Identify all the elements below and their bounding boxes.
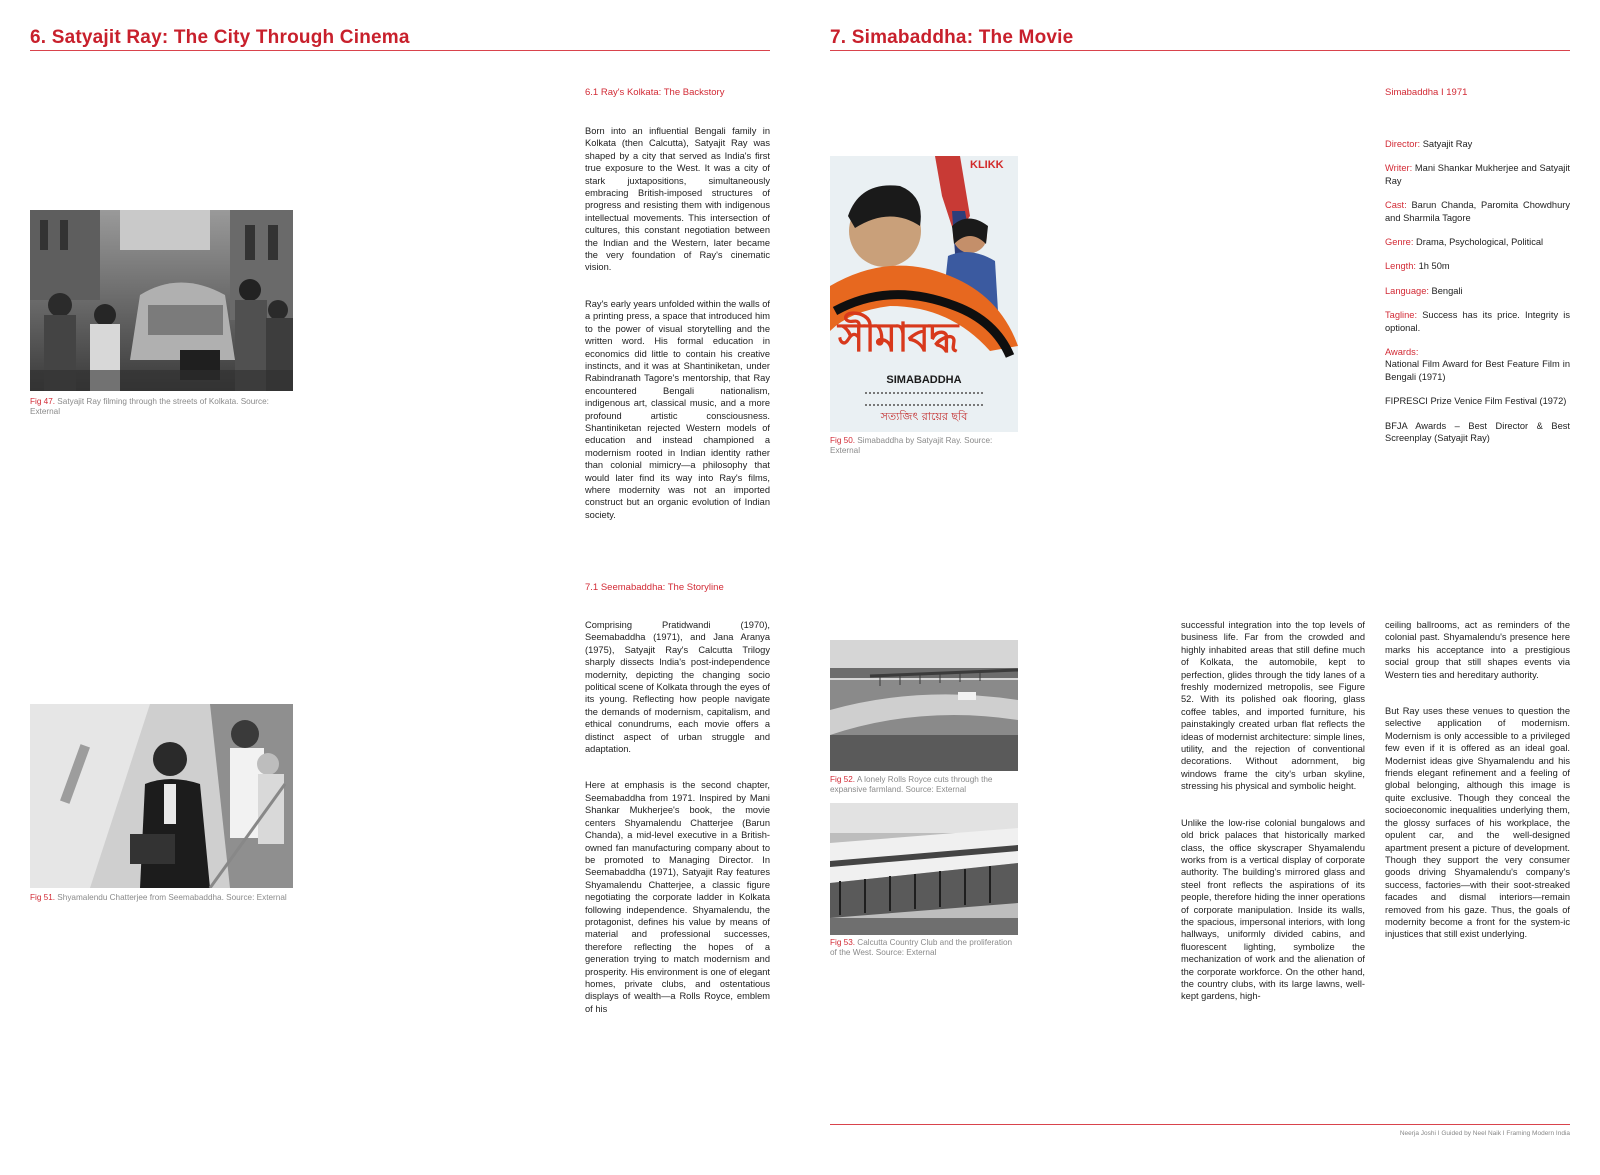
paragraph: But Ray uses these venues to question the selective application of modernism. Modernism is only accessible to a privileged few even if it is offered as an ideal goal. Modernist ideas give Shyamalendu and his friends elegant refinement and a feeling of global belonging, although this image is quite exclusive. Though they conceal the socioeconomic inequalities underlying them, the glossy surfaces of his workplace, the opulent car, and the well-designed apartment present a picture of development. Though they support the very consumer goods driving Shyamalendu's company's success, factories—with their soot-streaked facades and dismal interiors—remain removed from his gaze. Thus, the goals of modernity become a front for the system-ic injustices that still exist underlying.	[1385, 706, 1570, 940]
poster-title: SIMABADDHA	[886, 374, 962, 386]
section-7-1-body	[585, 619, 770, 1039]
caption-text: Calcutta Country Club and the proliferation of the West. Source: External	[830, 938, 1013, 957]
fig-52-photo	[830, 640, 1018, 771]
footer-credit: Neerja Joshi I Guided by Neel Naik I Framing Modern India	[1399, 1130, 1570, 1137]
column-b-body	[1385, 619, 1570, 965]
caption-text: Shyamalendu Chatterjee from Seemabaddha. Source: External	[55, 893, 287, 902]
info-value: Barun Chanda, Paromita Chowdhury and Sharmila Tagore	[1385, 200, 1570, 223]
info-key: Writer:	[1385, 163, 1413, 174]
info-value: Mani Shankar Mukherjee and Satyajit Ray	[1385, 163, 1570, 186]
paragraph: Comprising Pratidwandi (1970), Seemabaddha (1971), and Jana Aranya (1975), Satyajit Ray's Calcutta Trilogy sharply dissects India's post-independence modernity, depicting the changing socio political scene of Kolkata through the eyes of its young. Reflecting how people navigate the demands of modernism, capitalism, and ethical conundrums, each movie offers a distinct aspect of urban struggle and adaptation.	[585, 620, 770, 755]
info-language	[1385, 285, 1570, 297]
section-7-1-heading: 7.1 Seemabaddha: The Storyline	[585, 582, 724, 593]
award-item: National Film Award for Best Feature Film in Bengali (1971)	[1385, 359, 1570, 382]
paragraph: Born into an influential Bengali family in Kolkata (then Calcutta), Satyajit Ray was shaped by a city that served as India's first true exposure to the West. It was a city of stark juxtapositions, simultaneously embracing British-imposed structures of progress and resisting them with indigenous intellectual movements. This intersection of cultures, this constant negotiation between the Indian and the Western, later became the very foundation of Ray's cinematic vision.	[585, 126, 770, 273]
movie-info-list	[1385, 138, 1570, 457]
section-6-1-heading: 6.1 Ray's Kolkata: The Backstory	[585, 87, 725, 98]
paragraph: ceiling ballrooms, act as reminders of the colonial past. Shyamalendu's presence here marks his acceptance into a prestigious social group that still shapes events via Western ties and hereditary authority.	[1385, 620, 1570, 680]
fig-50-caption	[830, 436, 1018, 456]
paragraph: Unlike the low-rise colonial bungalows and old brick palaces that historically marked class, the office skyscraper Shyamalendu works from is a vertical display of corporate authority. The building's mirrored glass and steel front reflects the aspirations of its people, therefore hiding the inner operations of corporate manipulation. Inside its walls, the spacious, impersonal interiors, with long hallways, uniformly divided cabins, and fluorescent lighting, symbolize the mechanization of work and the alienation of the corporate workforce. On the other hand, the country clubs, with its large lawns, well-kept gardens, high-	[1181, 817, 1365, 1002]
fig-number: Fig 47.	[30, 397, 56, 406]
paragraph: Ray's early years unfolded within the walls of a printing press, a space that introduced him to the power of visual storytelling and the written word. His formal education in economics did little to contain his creative instincts, and it was at Shantiniketan, under Rabindranath Tagore's mentorship, that Ray encountered Bengali nationalism, indigenous art, classical music, and a more profound artistic consciousness. Shantiniketan rejected Western models of education and instead championed a modernism rooted in Indian identity rather than colonial mimicry—a philosophy that would later find its way into Ray's films, where modernity was not an imported construct but an organic evolution of Indian society.	[585, 298, 770, 520]
chapter-7-rule	[830, 50, 1570, 51]
info-value: 1h 50m	[1416, 261, 1450, 272]
poster-credit: সত্যজিৎ রায়ের ছবি	[880, 410, 968, 423]
fig-51-caption	[30, 893, 330, 903]
fig-number: Fig 53.	[830, 938, 856, 947]
fig-47-caption	[30, 397, 293, 417]
caption-text: Satyajit Ray filming through the streets of Kolkata. Source: External	[30, 397, 269, 416]
fig-53-caption	[830, 938, 1018, 958]
info-key: Tagline:	[1385, 310, 1418, 321]
info-tagline	[1385, 309, 1570, 334]
info-writer	[1385, 162, 1570, 187]
info-director	[1385, 138, 1570, 150]
column-a-body	[1181, 619, 1365, 1027]
chapter-7-title: 7. Simabaddha: The Movie	[830, 27, 1074, 48]
movie-info-heading: Simabaddha I 1971	[1385, 87, 1468, 98]
chapter-6-title: 6. Satyajit Ray: The City Through Cinema	[30, 27, 410, 48]
fig-50-poster	[830, 156, 1018, 432]
fig-number: Fig 50.	[830, 436, 856, 445]
fig-number: Fig 52.	[830, 775, 856, 784]
poster-brand: KLIKK	[970, 159, 1004, 171]
section-6-1-body	[585, 125, 770, 545]
info-key: Language:	[1385, 285, 1429, 296]
info-key: Director:	[1385, 139, 1421, 149]
poster-fineprint	[865, 392, 983, 406]
poster-title-bengali: সীমাবদ্ধ	[838, 315, 958, 361]
info-key: Cast:	[1385, 200, 1407, 211]
fig-47-photo	[30, 210, 293, 391]
info-cast	[1385, 199, 1570, 224]
paragraph: Here at emphasis is the second chapter, Seemabaddha from 1971. Inspired by Mani Shankar Mukherjee's book, the movie centers Shyamalendu Chatterjee (Barun Chanda), a mid-level executive in a British-owned fan manufacturing company about to be promoted to Managing Director. In Seemabaddha (1971), Satyajit Ray features Shyamalendu Chatterjee, a classic figure negotiating the corporate ladder in Kolkata following independence. Shyamalendu, the protagonist, defines his value by means of material and professional successes, therefore reflecting the hopes of a generation trying to match modernism and prosperity. His environment is one of elegant homes, private clubs, and ostentatious displays of wealth—a Rolls Royce, emblem of his	[585, 780, 770, 1014]
award-item: FIPRESCI Prize Venice Film Festival (1972)	[1385, 396, 1567, 407]
fig-number: Fig 51.	[30, 893, 56, 902]
fig-53-photo	[830, 803, 1018, 935]
caption-text: Simabaddha by Satyajit Ray. Source: External	[830, 436, 993, 455]
info-genre	[1385, 236, 1570, 248]
fig-51-photo	[30, 704, 293, 888]
award-item: BFJA Awards – Best Director & Best Screenplay (Satyajit Ray)	[1385, 420, 1570, 444]
caption-text: A lonely Rolls Royce cuts through the expansive farmland. Source: External	[830, 775, 993, 794]
info-length	[1385, 260, 1570, 272]
chapter-6-rule	[30, 50, 770, 51]
footer-rule	[830, 1124, 1570, 1125]
info-key: Genre:	[1385, 237, 1414, 248]
fig-52-caption	[830, 775, 1018, 795]
paragraph: successful integration into the top levels of business life. Far from the crowded and highly inhabited areas that still define much of Kolkata, the automobile, kept to perfection, glides through the tidy lanes of a freshly modernized metropolis, see Figure 52. With its polished oak flooring, glass coffee tables, and imported furniture, his painstakingly created urban flat reflects the ideas of modernist architecture: simple lines, utility, and the rejection of conventional decorations. Without adornment, big windows frame the city's urban skyline, stressing his physical and symbolic height.	[1181, 620, 1365, 792]
info-value: Success has its price. Integrity is optional.	[1385, 310, 1570, 333]
info-value: Drama, Psychological, Political	[1413, 237, 1544, 248]
info-value: Bengali	[1428, 285, 1463, 296]
info-value: Satyajit Ray	[1420, 139, 1473, 149]
awards-label: Awards:	[1385, 347, 1419, 358]
info-key: Length:	[1385, 261, 1417, 272]
